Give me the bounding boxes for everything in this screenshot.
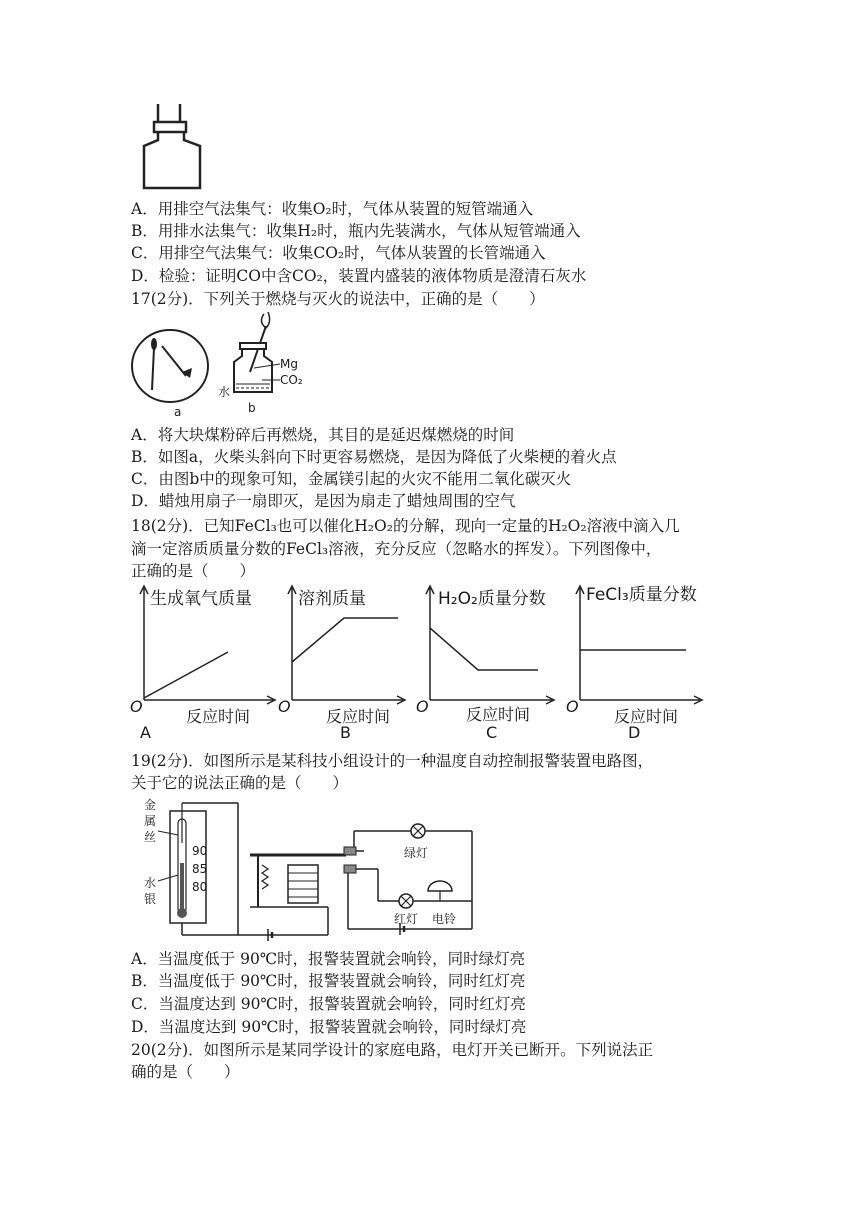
q18-stem-line-2: 滴一定溶质质量分数的FeCl₃溶液，充分反应（忽略水的挥发）。下列图像中， [131,540,662,558]
q19-option-c: C．当温度达到 90℃时，报警装置就会响铃，同时红灯亮 [131,995,526,1013]
graph-a [128,582,278,742]
graph-c-origin: O [416,697,429,716]
graph-a-origin: O [130,697,143,716]
graph-b-label: B [340,723,351,742]
q18-stem-line-3: 正确的是（ ） [131,562,256,580]
graph-a-title: 生成氧气质量 [150,589,252,609]
graph-b-xlabel: 反应时间 [326,707,391,726]
graph-b [278,582,408,742]
graph-b-line [292,618,398,662]
graph-b-title: 溶剂质量 [298,589,366,609]
alarm-circuit-figure [138,795,478,947]
q17-option-d: D．蜡烛用扇子一扇即灭，是因为扇走了蜡烛周围的空气 [131,492,516,510]
q20-stem-line-1: 20(2分)．如图所示是某同学设计的家庭电路，电灯开关已断开。下列说法正 [131,1041,654,1059]
graph-d [566,582,706,742]
bell-label: 电铃 [432,912,457,926]
graph-c-xlabel: 反应时间 [466,705,531,724]
graph-d-label: D [628,723,641,742]
water-label: 水 [218,385,231,399]
graph-a-label: A [140,723,151,742]
q17-stem: 17(2分)．下列关于燃烧与灭火的说法中，正确的是（ ） [131,290,545,308]
q17-option-c: C．由图b中的现象可知，金属镁引起的火灾不能用二氧化碳灭火 [131,470,572,488]
q16-option-c: C．用排空气法集气：收集CO₂时，气体从装置的长管端通入 [131,244,546,262]
graph-d-xlabel: 反应时间 [614,707,679,726]
figure-label-a: a [174,405,182,419]
q19-option-b: B．当温度低于 90℃时，报警装置就会响铃，同时红灯亮 [131,972,526,990]
q17-option-b: B．如图a，火柴头斜向下时更容易燃烧，是因为降低了火柴梗的着火点 [131,448,617,466]
mercury-label-2: 银 [144,892,157,906]
graph-c-title: H₂O₂质量分数 [438,589,546,609]
q17-option-a: A．将大块煤粉碎后再燃烧，其目的是延迟煤燃烧的时间 [131,426,515,444]
red-lamp-label: 红灯 [394,912,419,926]
mercury-label-1: 水 [144,876,157,890]
metal-wire-label-3: 丝 [144,830,157,844]
q16-option-d: D．检验：证明CO中含CO₂，装置内盛装的液体物质是澄清石灰水 [131,267,587,285]
graph-d-title: FeCl₃质量分数 [586,585,697,605]
temp-80: 80 [192,880,208,894]
q20-stem-line-2: 确的是（ ） [131,1063,240,1081]
green-lamp-label: 绿灯 [404,846,429,860]
temp-85: 85 [192,862,208,876]
co2-label: CO₂ [280,373,303,387]
q19-option-d: D．当温度达到 90℃时，报警装置就会响铃，同时绿灯亮 [131,1018,527,1036]
q19-stem-line-1: 19(2分)．如图所示是某科技小组设计的一种温度自动控制报警装置电路图， [131,752,654,770]
q19-stem-line-2: 关于它的说法正确的是（ ） [131,774,349,792]
q16-option-b: B．用排水法集气：收集H₂时，瓶内先装满水，气体从短管端通入 [131,222,581,240]
gas-bottle-figure [138,104,208,190]
graph-c-label: C [486,723,498,742]
q19-option-a: A．当温度低于 90℃时，报警装置就会响铃，同时绿灯亮 [131,950,526,968]
graph-a-line [144,652,228,698]
graph-b-origin: O [278,697,291,716]
graph-c-line [430,628,538,670]
temp-90: 90 [192,844,208,858]
graph-a-xlabel: 反应时间 [186,707,251,726]
q18-stem-line-1: 18(2分)．已知FeCl₃也可以催化H₂O₂的分解，现向一定量的H₂O₂溶液中滴入几 [131,517,680,535]
metal-wire-label-2: 属 [144,814,157,828]
combustion-figure [130,308,310,420]
q16-option-a: A．用排空气法集气：收集O₂时，气体从装置的短管端通入 [131,200,534,218]
mg-label: Mg [280,357,298,371]
metal-wire-label-1: 金 [144,798,157,812]
figure-label-b: b [248,401,256,415]
graph-d-origin: O [566,697,579,716]
graph-c [416,582,556,742]
